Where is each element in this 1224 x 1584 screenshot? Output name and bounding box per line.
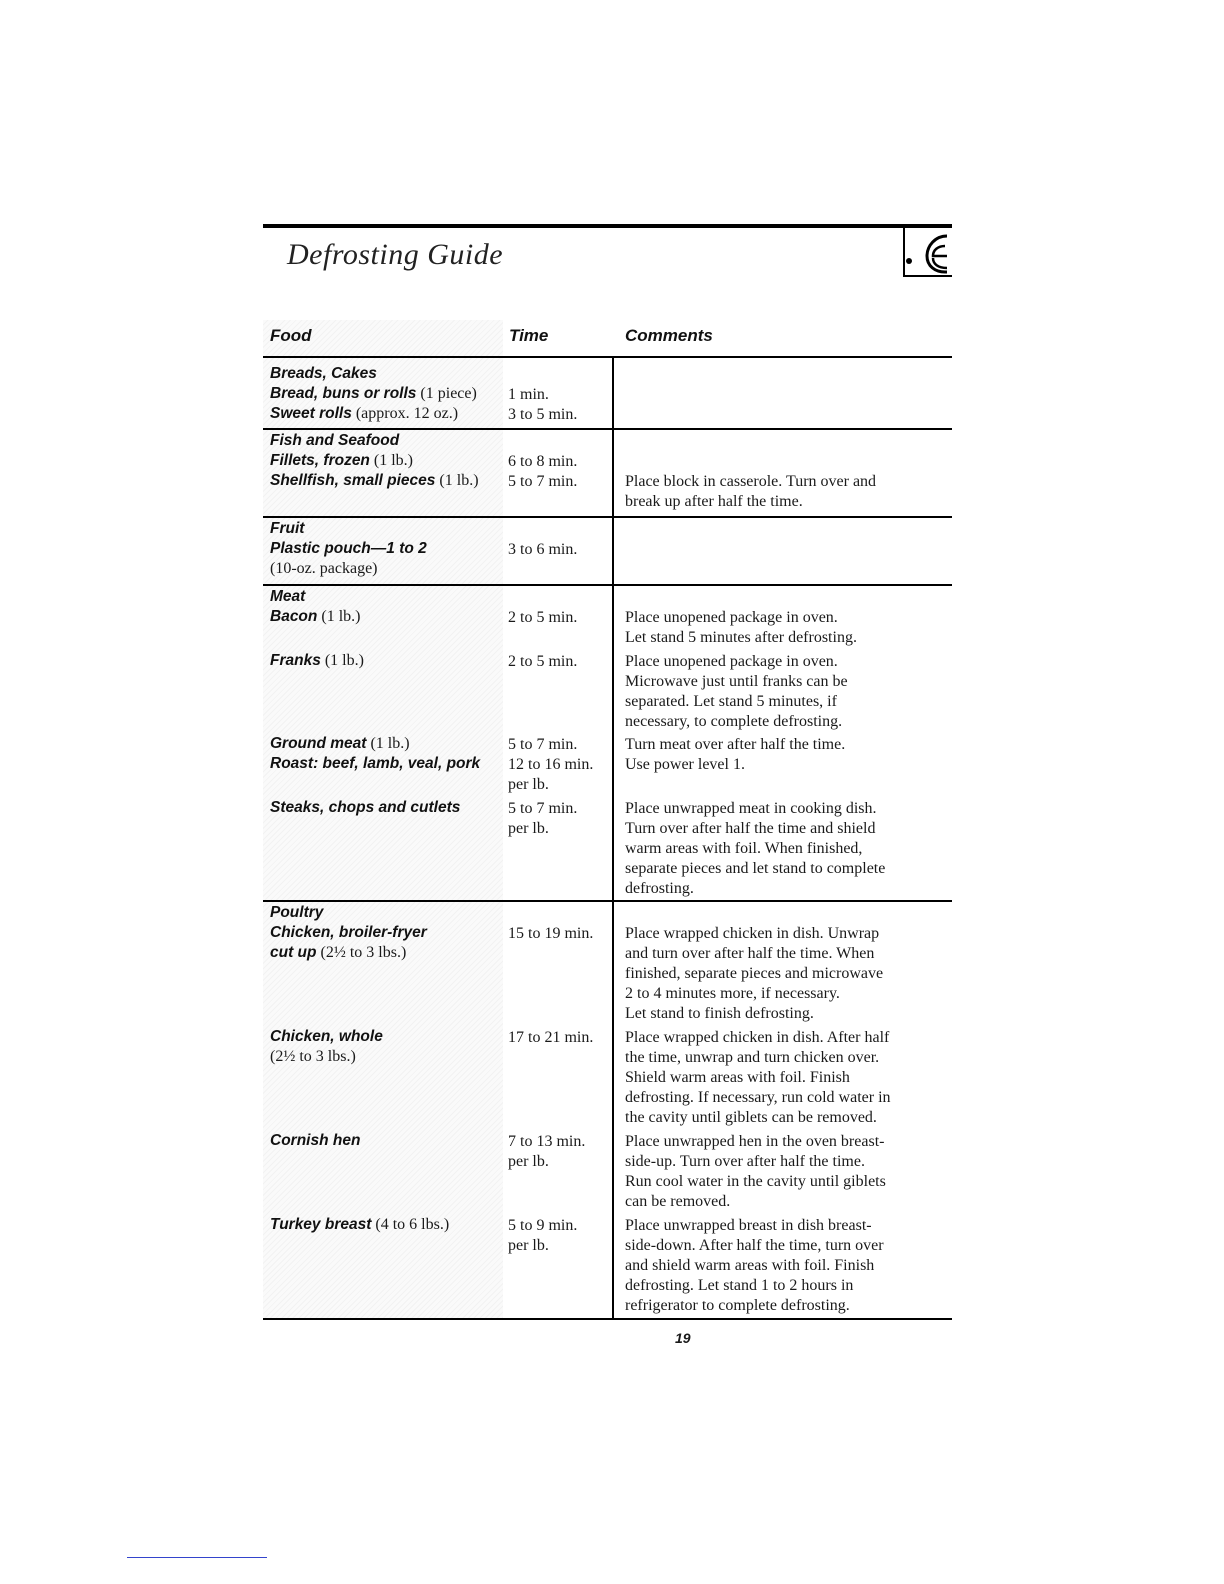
time-value: per lb. <box>508 820 549 837</box>
time-value: 5 to 7 min. <box>508 800 578 817</box>
comment-line: and shield warm areas with foil. Finish <box>625 1257 875 1274</box>
time-value: 7 to 13 min. <box>508 1133 586 1150</box>
comment-line: Place wrapped chicken in dish. Unwrap <box>625 925 880 942</box>
food-item: Steaks, chops and cutlets <box>270 799 461 816</box>
time-value: 2 to 5 min. <box>508 609 578 626</box>
brand-logo-icon <box>903 228 952 277</box>
food-item: Chicken, broiler-fryer <box>270 924 427 941</box>
food-col-bg <box>263 902 503 1318</box>
section-meat <box>263 586 952 902</box>
column-divider <box>612 586 614 900</box>
time-value: per lb. <box>508 1153 549 1170</box>
time-value: 12 to 16 min. <box>508 756 594 773</box>
page-number: 19 <box>675 1330 691 1346</box>
food-item: Fillets, frozen (1 lb.) <box>270 452 414 469</box>
comment-line: and turn over after half the time. When <box>625 945 875 962</box>
food-item: Franks (1 lb.) <box>270 652 364 669</box>
category-title: Fruit <box>270 520 305 537</box>
food-qty: (10-oz. package) <box>270 560 378 577</box>
category-title: Meat <box>270 588 306 605</box>
comment-line: defrosting. <box>625 880 694 897</box>
time-value: per lb. <box>508 776 549 793</box>
col-header-food: Food <box>270 326 312 345</box>
category-title: Fish and Seafood <box>270 432 400 449</box>
comment-line: separate pieces and let stand to complete <box>625 860 886 877</box>
comment-line: the cavity until giblets can be removed. <box>625 1109 877 1126</box>
comment-line: defrosting. If necessary, run cold water in <box>625 1089 891 1106</box>
time-value: 17 to 21 min. <box>508 1029 594 1046</box>
comment-line: Let stand 5 minutes after defrosting. <box>625 629 857 646</box>
column-divider <box>612 430 614 516</box>
food-item: Bread, buns or rolls (1 piece) <box>270 385 477 402</box>
comment-line: side-up. Turn over after half the time. <box>625 1153 865 1170</box>
comment-line: warm areas with foil. When finished, <box>625 840 863 857</box>
comment-line: Let stand to finish defrosting. <box>625 1005 814 1022</box>
comment-line: necessary, to complete defrosting. <box>625 713 843 730</box>
comment-line: can be removed. <box>625 1193 731 1210</box>
comment-line: Place block in casserole. Turn over and <box>625 473 877 490</box>
comment-line: Place unopened package in oven. <box>625 653 838 670</box>
comment-line: refrigerator to complete defrosting. <box>625 1297 850 1314</box>
time-value: 15 to 19 min. <box>508 925 594 942</box>
page-title: Defrosting Guide <box>287 238 504 271</box>
time-value: 1 min. <box>508 386 549 403</box>
category-title: Poultry <box>270 904 324 921</box>
time-value: 3 to 6 min. <box>508 541 578 558</box>
comment-line: Turn meat over after half the time. <box>625 736 846 753</box>
column-divider <box>612 518 614 584</box>
comment-line: 2 to 4 minutes more, if necessary. <box>625 985 840 1002</box>
food-item: Turkey breast (4 to 6 lbs.) <box>270 1216 450 1233</box>
comment-line: Place unwrapped breast in dish breast- <box>625 1217 872 1234</box>
comment-line: break up after half the time. <box>625 493 803 510</box>
comment-line: Place unwrapped meat in cooking dish. <box>625 800 877 817</box>
food-item: Chicken, whole <box>270 1028 383 1045</box>
comment-line: Place unwrapped hen in the oven breast- <box>625 1133 885 1150</box>
table-header <box>263 320 952 358</box>
time-value: 2 to 5 min. <box>508 653 578 670</box>
comment-line: finished, separate pieces and microwave <box>625 965 884 982</box>
comment-line: side-down. After half the time, turn over <box>625 1237 884 1254</box>
comment-line: Microwave just until franks can be <box>625 673 848 690</box>
food-item: Sweet rolls (approx. 12 oz.) <box>270 405 459 422</box>
comment-line: Use power level 1. <box>625 756 745 773</box>
category-title: Breads, Cakes <box>270 365 377 382</box>
section-fish <box>263 430 952 518</box>
section-breads <box>263 358 952 430</box>
comment-line: Run cool water in the cavity until giblets <box>625 1173 886 1190</box>
comment-line: the time, unwrap and turn chicken over. <box>625 1049 880 1066</box>
column-divider <box>612 902 614 1318</box>
time-value: 3 to 5 min. <box>508 406 578 423</box>
food-item: Bacon (1 lb.) <box>270 608 361 625</box>
food-item: Roast: beef, lamb, veal, pork <box>270 755 481 772</box>
comment-line: Place unopened package in oven. <box>625 609 838 626</box>
col-header-time: Time <box>509 326 549 345</box>
section-poultry <box>263 902 952 1320</box>
time-value: per lb. <box>508 1237 549 1254</box>
comment-line: Shield warm areas with foil. Finish <box>625 1069 850 1086</box>
column-divider <box>612 358 614 428</box>
comment-line: defrosting. Let stand 1 to 2 hours in <box>625 1277 854 1294</box>
food-item: Plastic pouch—1 to 2 <box>270 540 427 557</box>
time-value: 5 to 7 min. <box>508 736 578 753</box>
food-item: Cornish hen <box>270 1132 361 1149</box>
comment-line: Place wrapped chicken in dish. After half <box>625 1029 890 1046</box>
food-qty: (2½ to 3 lbs.) <box>270 1048 356 1065</box>
comment-line: Turn over after half the time and shield <box>625 820 876 837</box>
time-value: 6 to 8 min. <box>508 453 578 470</box>
section-fruit <box>263 518 952 586</box>
food-item: Ground meat (1 lb.) <box>270 735 410 752</box>
food-item: Shellfish, small pieces (1 lb.) <box>270 472 479 489</box>
food-item: cut up (2½ to 3 lbs.) <box>270 944 407 961</box>
time-value: 5 to 7 min. <box>508 473 578 490</box>
top-rule <box>263 224 952 228</box>
footer-rule <box>127 1557 267 1558</box>
time-value: 5 to 9 min. <box>508 1217 578 1234</box>
comment-line: separated. Let stand 5 minutes, if <box>625 693 837 710</box>
col-header-comments: Comments <box>625 326 713 345</box>
